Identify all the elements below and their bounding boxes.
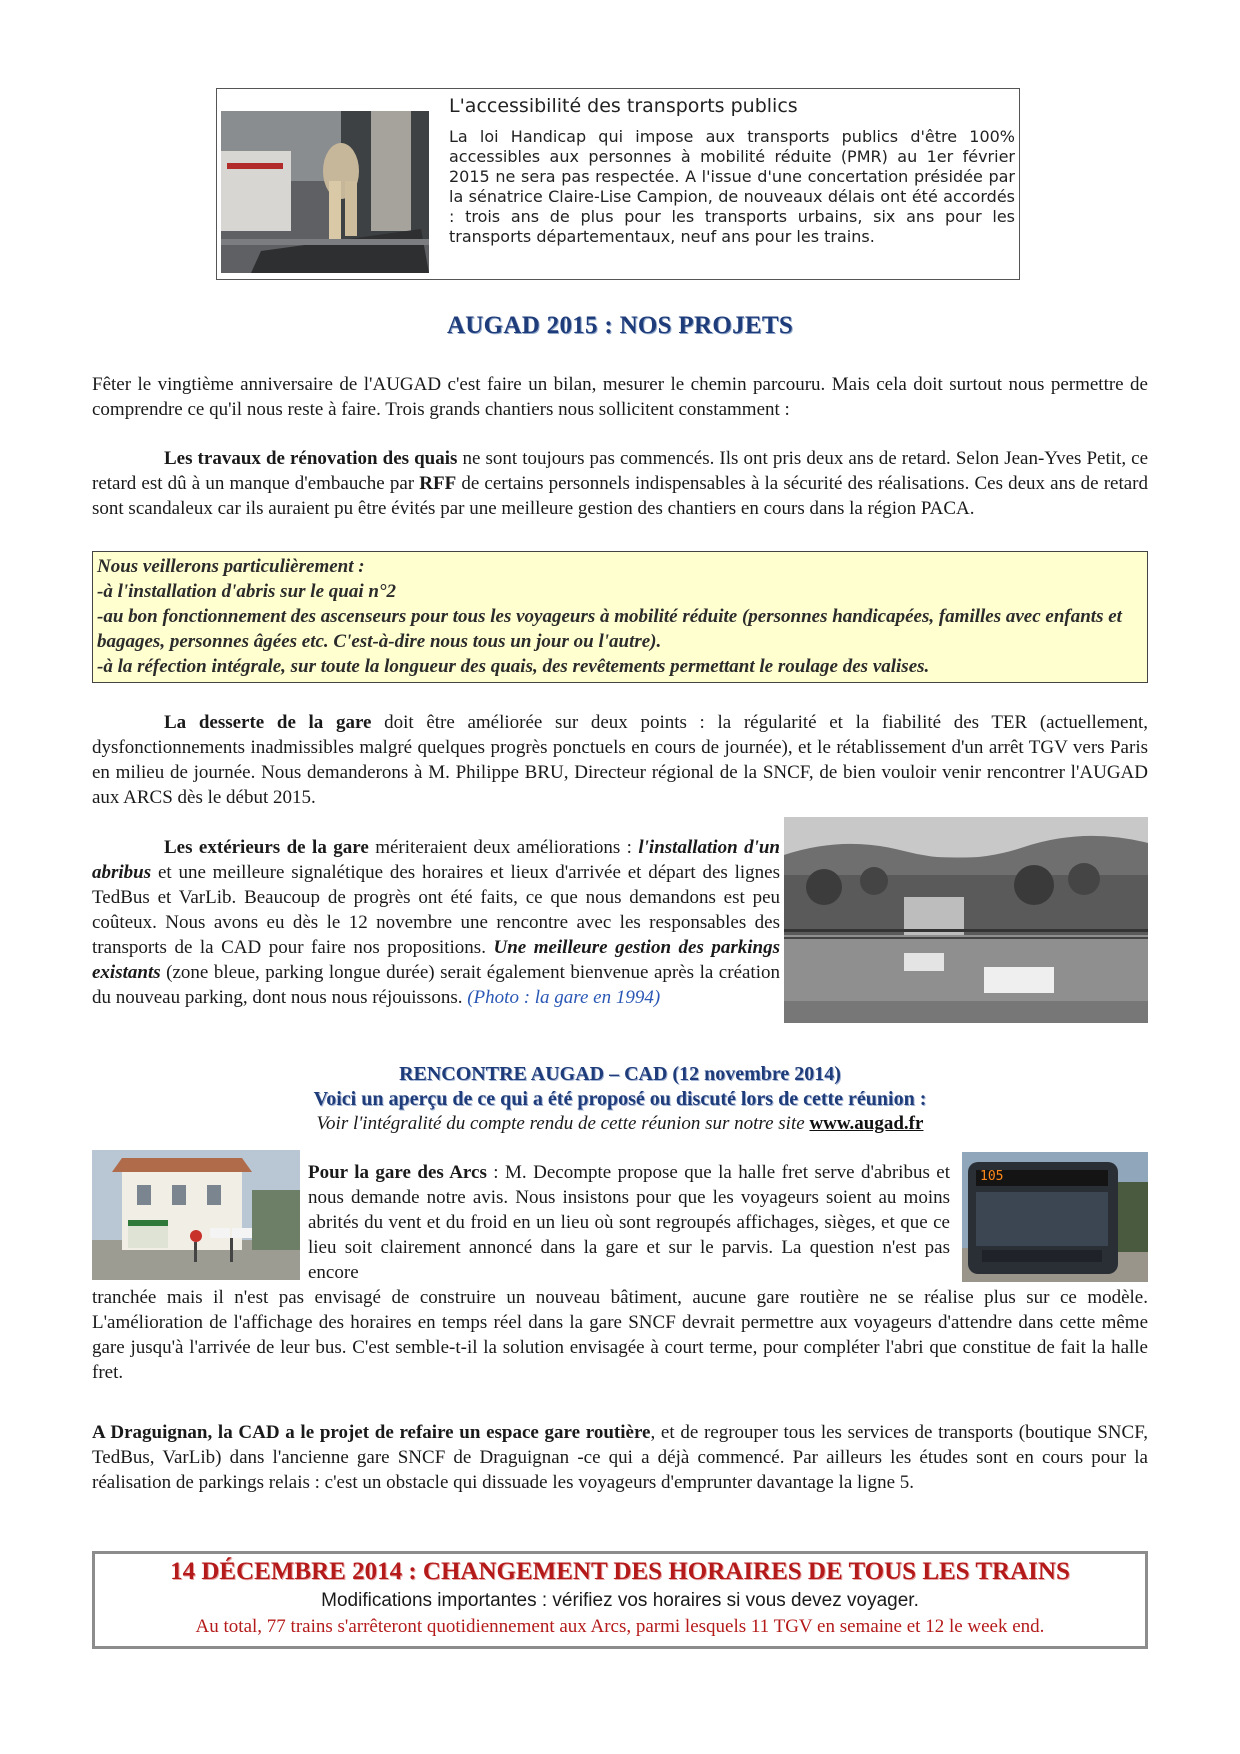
- rencontre-voir-text: Voir l'intégralité du compte rendu de cette réunion sur notre site: [316, 1113, 810, 1134]
- exterieurs-text-2: et une meilleure signalétique des horaires et lieux d'arrivée et départ des lignes TedBus et VarLib. Beaucoup de progrès ont été faits, ce que nous demandons est peu coûteux. Nous avons eu dès le 12 novembre une rencontre avec les responsables des transports de la CAD pour faire nos propositions.: [92, 862, 780, 958]
- rencontre-header: [0, 1062, 1240, 1136]
- station-1994-photo: [784, 817, 1148, 1023]
- gare-des-arcs-photo: [92, 1150, 300, 1280]
- parkings-highlight: Une meilleure gestion des parkings existants: [92, 937, 780, 983]
- arcs-lead: Pour la gare des Arcs: [308, 1162, 487, 1183]
- veillerons-item: -à la réfection intégrale, sur toute la longueur des quais, des revêtements permettant le roulage des valises.: [97, 656, 930, 677]
- bus-route-sign: 105: [980, 1169, 1004, 1184]
- rencontre-subtitle: Voici un aperçu de ce qui a été proposé ou discuté lors de cette réunion :: [313, 1088, 927, 1110]
- arcs-paragraph-continued: tranchée mais il n'est pas envisagé de construire un nouveau bâtiment, aucune gare routière ne se réalise plus sur ce modèle. L'amélioration de l'affichage des horaires en temps réel dans la gare SNCF devrait permettre aux voyageurs d'attendre dans cette même gare jusqu'à l'arrivée de leur bus. C'est semble-t-il la solution envisagée à court terme, pour compléter l'abri que constitue de fait la halle fret.: [92, 1287, 1148, 1383]
- bus-ramp-photo: [221, 111, 429, 273]
- veillerons-item: -à l'installation d'abris sur le quai n°2: [97, 581, 397, 602]
- accessibility-box: [216, 88, 1020, 280]
- intro-paragraph: Fêter le vingtième anniversaire de l'AUGAD c'est faire un bilan, mesurer le chemin parcouru. Mais cela doit surtout nous permettre de comprendre ce qu'il nous reste à faire. Trois grands chantiers nous sollicitent constamment :: [92, 374, 1148, 420]
- rff-label: RFF: [419, 473, 457, 494]
- draguignan-lead: A Draguignan, la CAD a le projet de refaire un espace gare routière: [92, 1422, 651, 1443]
- arcs-paragraph: [308, 1160, 950, 1285]
- accessibility-text: La loi Handicap qui impose aux transports publics d'être 100% accessibles aux personnes à mobilité réduite (PMR) au 1er février 2015 ne sera pas respectée. A l'issue d'une concertation présidée par la sénatrice Claire-Lise Campion, de nouveaux délais ont été accordés : trois ans de plus pour les transports urbains, six ans pour les transports départementaux, neuf ans pour les trains.: [449, 127, 1015, 246]
- quais-paragraph: [92, 446, 1148, 521]
- draguignan-paragraph: [92, 1420, 1148, 1495]
- photo-caption: (Photo : la gare en 1994): [467, 987, 661, 1008]
- desserte-text: doit être améliorée sur deux points : la régularité et la fiabilité des TER (actuellement, dysfonctionnements inadmissibles malgré quelques progrès ponctuels en cours de journée), et le rétablissement d'un arrêt TGV vers Paris en milieu de journée. Nous demanderons à M. Philippe BRU, Directeur régional de la SNCF, de bien vouloir venir rencontrer l'AUGAD aux ARCS dès le début 2015.: [92, 712, 1148, 808]
- quais-text-2: de certains personnels indispensables à la sécurité des réalisations. Ces deux ans de retard sont scandaleux car ils auraient pu être évités par une meilleure gestion des chantiers en cours dans la région PACA.: [92, 473, 1148, 519]
- schedule-change-box: [92, 1551, 1148, 1649]
- schedule-change-line1: Modifications importantes : vérifiez vos horaires si vous devez voyager.: [321, 1590, 919, 1611]
- veillerons-item: -au bon fonctionnement des ascenseurs pour tous les voyageurs à mobilité réduite (personnes handicapées, familles avec enfants et bagages, personnes âgées etc. C'est-à-dire nous tous un jour ou l'autre).: [97, 606, 1122, 652]
- desserte-lead: La desserte de la gare: [164, 712, 372, 733]
- draguignan-text: , et de regrouper tous les services de transports (boutique SNCF, TedBus, VarLib) dans l'ancienne gare SNCF de Draguignan -ce qui a déjà commencé. Par ailleurs les études sont en cours pour la réalisation de parkings relais : c'est un obstacle qui dissuade les voyageurs d'emprunter davantage la ligne 5.: [92, 1422, 1149, 1493]
- schedule-change-line2: Au total, 77 trains s'arrêteront quotidiennement aux Arcs, parmi lesquels 11 TGV en semaine et 12 le week end.: [195, 1616, 1045, 1637]
- quais-lead: Les travaux de rénovation des quais: [164, 448, 458, 469]
- rencontre-voir: [0, 1112, 1240, 1136]
- veillerons-heading: Nous veillerons particulièrement :: [97, 556, 365, 577]
- veillerons-box: [92, 551, 1148, 683]
- exterieurs-text-1: mériteraient deux améliorations :: [368, 837, 639, 858]
- desserte-paragraph: [92, 710, 1148, 810]
- quais-text-1: ne sont toujours pas commencés. Ils ont pris deux ans de retard. Selon Jean-Yves Petit, ce retard est dû à un manque d'embauche par: [92, 448, 1148, 494]
- rencontre-title: RENCONTRE AUGAD – CAD (12 novembre 2014): [399, 1063, 841, 1085]
- page-title: AUGAD 2015 : NOS PROJETS: [446, 312, 794, 339]
- bus-photo: [962, 1152, 1148, 1282]
- schedule-change-title: 14 DÉCEMBRE 2014 : CHANGEMENT DES HORAIRES DE TOUS LES TRAINS: [170, 1558, 1070, 1585]
- arcs-text-a: : M. Decompte propose que la halle fret serve d'abribus et nous demande notre avis. Nous insistons pour que les voyageurs soient au moins abrités du vent et du froid en un lieu où sont regroupés affichages, sièges, et que ce lieu soit clairement annoncé dans la gare et sur le parvis. La question n'est pas encore: [308, 1162, 950, 1283]
- exterieurs-paragraph: [92, 835, 780, 1010]
- site-link[interactable]: www.augad.fr: [809, 1113, 924, 1134]
- exterieurs-lead: Les extérieurs de la gare: [164, 837, 369, 858]
- abribus-highlight: l'installation d'un abribus: [92, 837, 780, 883]
- exterieurs-text-3: (zone bleue, parking longue durée) serait également bienvenue après la création du nouveau parking, dont nous nous réjouissons.: [92, 962, 780, 1008]
- accessibility-title: L'accessibilité des transports publics: [449, 95, 798, 117]
